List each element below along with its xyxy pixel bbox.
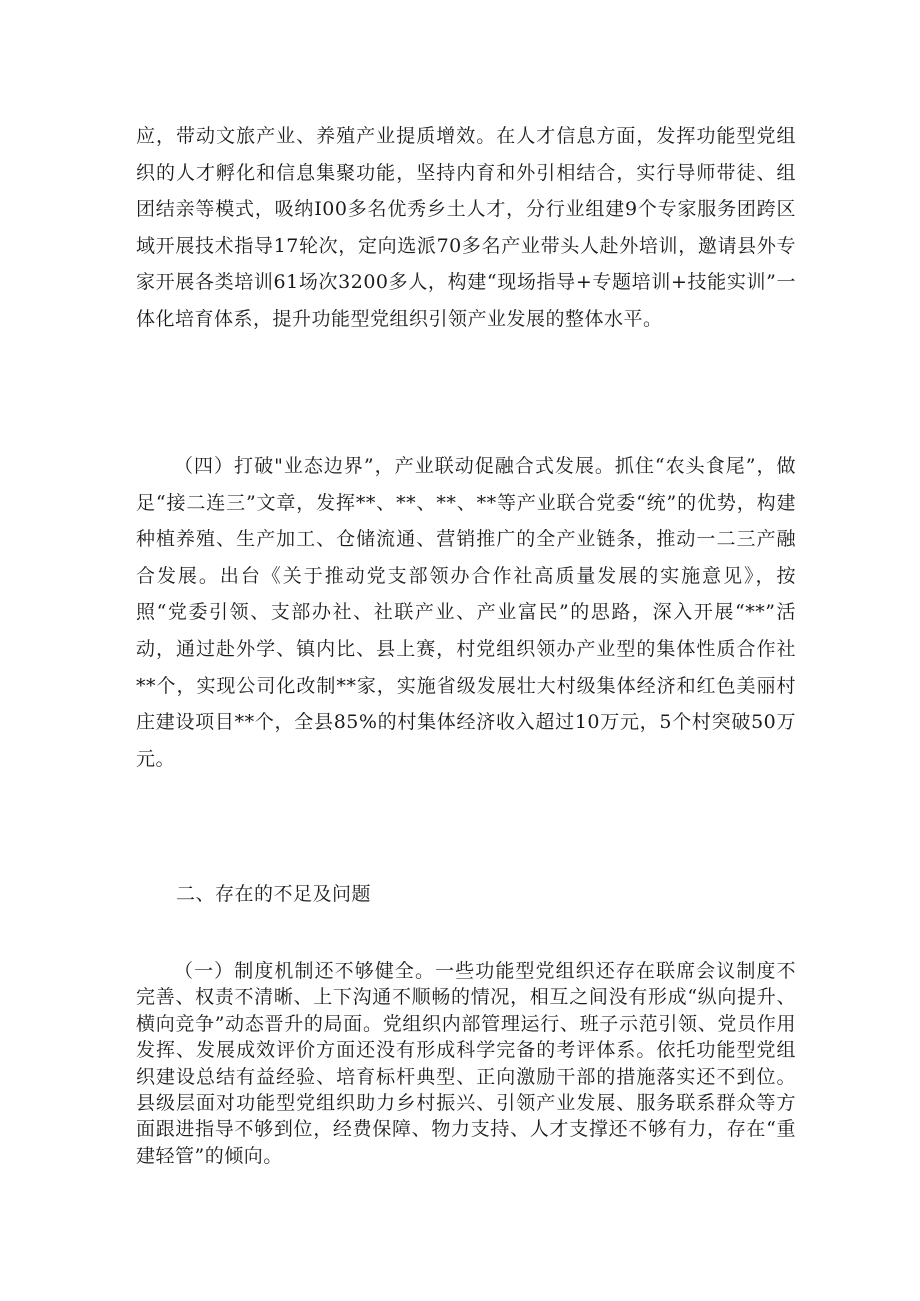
body-paragraph-talent-information: 应，带动文旅产业、养殖产业提质增效。在人才信息方面，发挥功能型党组织的人才孵化和信息集聚功能，坚持内育和外引相结合，实行导师带徒、组团结亲等模式，吸纳I00多名优秀乡土人才，分行业组建9个专家服务团跨区域开展技术指导17轮次，定向选派70多名产业带头人赴外培训，邀请县外专家开展各类培训61场次3200多人，构建“现场指导+专题培训+技能实训”一体化培育体系，提升功能型党组织引领产业发展的整体水平。 [136, 125, 796, 330]
section-heading-problems: 二、存在的不足及问题 [176, 883, 372, 905]
body-paragraph-industry-integration: （四）打破"业态边界”，产业联动促融合式发展。抓住“农头食尾”，做足“接二连三”文章，发挥**、**、**、**等产业联合党委“统”的优势，构建种植养殖、生产加工、仓储流通、营销推广的全产业链条，推动一二三产融合发展。出台《关于推动党支部领办合作社高质量发展的实施意见》，按照“党委引领、支部办社、社联产业、产业富民”的思路，深入开展“**”活动，通过赴外学、镇内比、县上赛，村党组织领办产业型的集体性质合作社**个，实现公司化改制**家，实施省级发展壮大村级集体经济和红色美丽村庄建设项目**个，全县85%的村集体经济收入超过10万元，5个村突破50万元。 [136, 455, 796, 770]
body-paragraph-institutional-mechanism: （一）制度机制还不够健全。一些功能型党组织还存在联席会议制度不完善、权责不清晰、上下沟通不顺畅的情况，相互之间没有形成“纵向提升、横向竞争”动态晋升的局面。党组织内部管理运行、班子示范引领、党员作用发挥、发展成效评价方面还没有形成科学完备的考评体系。依托功能型党组织建设总结有益经验、培育标杆典型、正向激励干部的措施落实还不到位。县级层面对功能型党组织助力乡村振兴、引领产业发展、服务联系群众等方面跟进指导不够到位，经费保障、物力支持、人才支撑还不够有力，存在“重建轻管”的倾向。 [136, 960, 796, 1167]
